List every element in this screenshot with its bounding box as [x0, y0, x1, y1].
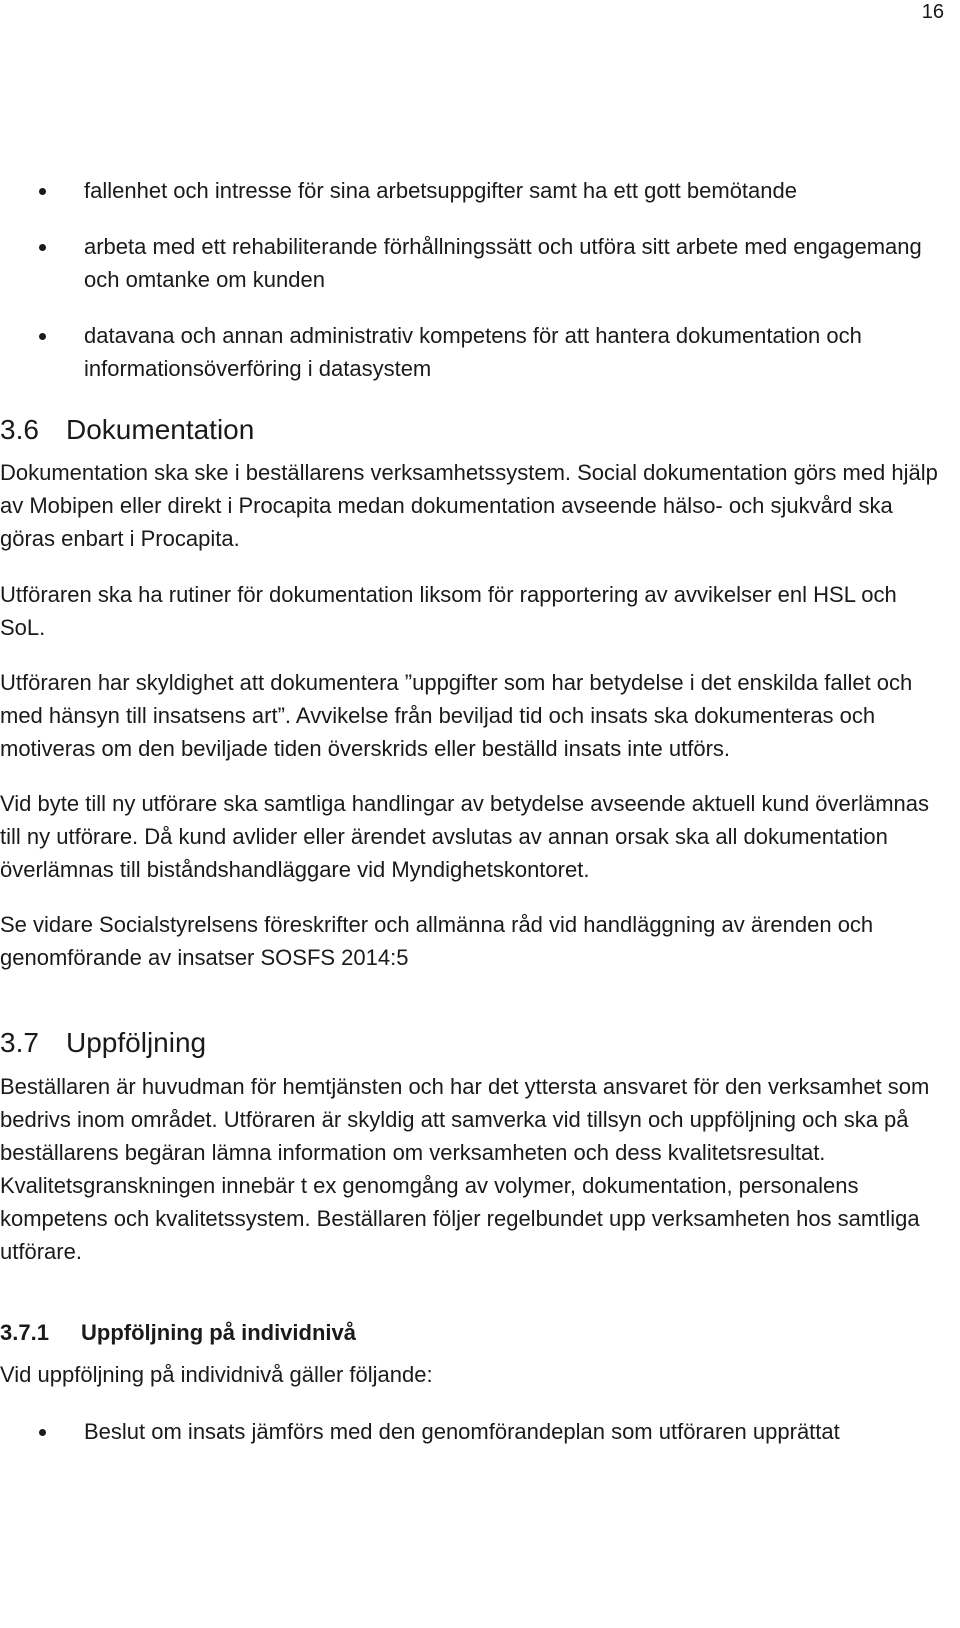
section-number: 3.6 [0, 414, 39, 445]
intro-bullet-list [0, 174, 945, 385]
bullet-icon [39, 244, 46, 251]
section-heading-3-7-1 [0, 1318, 945, 1348]
section-heading-3-7 [0, 1026, 945, 1060]
document-body [0, 174, 945, 1448]
list-item-text: fallenhet och intresse för sina arbetsuppgifter samt ha ett gott bemötande [84, 178, 797, 203]
paragraph: Utföraren har skyldighet att dokumentera ”uppgifter som har betydelse i det enskilda fallet och med hänsyn till insatsens art”. Avvikelse från beviljad tid och insats ska dokumenteras och motiveras om den beviljade tiden överskrids eller beställd insats inte utförs. [0, 670, 913, 761]
list-item [0, 319, 945, 385]
page-number: 16 [921, 1, 944, 23]
paragraph: Vid uppföljning på individnivå gäller följande: [0, 1362, 433, 1387]
list-item [0, 1415, 945, 1448]
section-number: 3.7.1 [0, 1320, 49, 1345]
list-item-text: arbeta med ett rehabiliterande förhållningssätt och utföra sitt arbete med engagemang och omtanke om kunden [84, 234, 922, 292]
list-item [0, 230, 945, 296]
section-heading-3-6 [0, 413, 945, 447]
bullet-icon [39, 333, 46, 340]
section-number: 3.7 [0, 1027, 39, 1058]
individual-followup-bullet-list [0, 1415, 945, 1448]
paragraph: Dokumentation ska ske i beställarens verksamhetssystem. Social dokumentation görs med hjälp av Mobipen eller direkt i Procapita medan dokumentation avseende hälso- och sjukvård ska göras enbart i Procapita. [0, 460, 938, 551]
paragraph: Se vidare Socialstyrelsens föreskrifter och allmänna råd vid handläggning av ärenden och genomförande av insatser SOSFS 2014:5 [0, 912, 874, 970]
list-item-text: datavana och annan administrativ kompetens för att hantera dokumentation och informationsöverföring i datasystem [84, 323, 862, 381]
section-title: Uppföljning på individnivå [81, 1320, 356, 1345]
bullet-icon [39, 188, 46, 195]
list-item [0, 174, 945, 207]
section-title: Uppföljning [66, 1027, 207, 1058]
paragraph: Vid byte till ny utförare ska samtliga handlingar av betydelse avseende aktuell kund överlämnas till ny utförare. Då kund avlider eller ärendet avslutas av annan orsak ska all dokumentation överlämnas till biståndshandläggare vid Myndighetskontoret. [0, 791, 930, 882]
paragraph: Beställaren är huvudman för hemtjänsten och har det yttersta ansvaret för den verksamhet som bedrivs inom området. Utföraren är skyldig att samverka vid tillsyn och uppföljning och ska på beställarens begäran lämna information om verksamheten och dess kvalitetsresultat. Kvalitetsgranskningen innebär t ex genomgång av volymer, dokumentation, personalens kompetens och kvalitetssystem. Beställaren följer regelbundet upp verksamheten hos samtliga utförare. [0, 1074, 930, 1264]
section-title: Dokumentation [66, 414, 255, 445]
bullet-icon [39, 1429, 46, 1436]
list-item-text: Beslut om insats jämförs med den genomförandeplan som utföraren upprättat [84, 1419, 840, 1444]
paragraph: Utföraren ska ha rutiner för dokumentation liksom för rapportering av avvikelser enl HSL och SoL. [0, 582, 897, 640]
